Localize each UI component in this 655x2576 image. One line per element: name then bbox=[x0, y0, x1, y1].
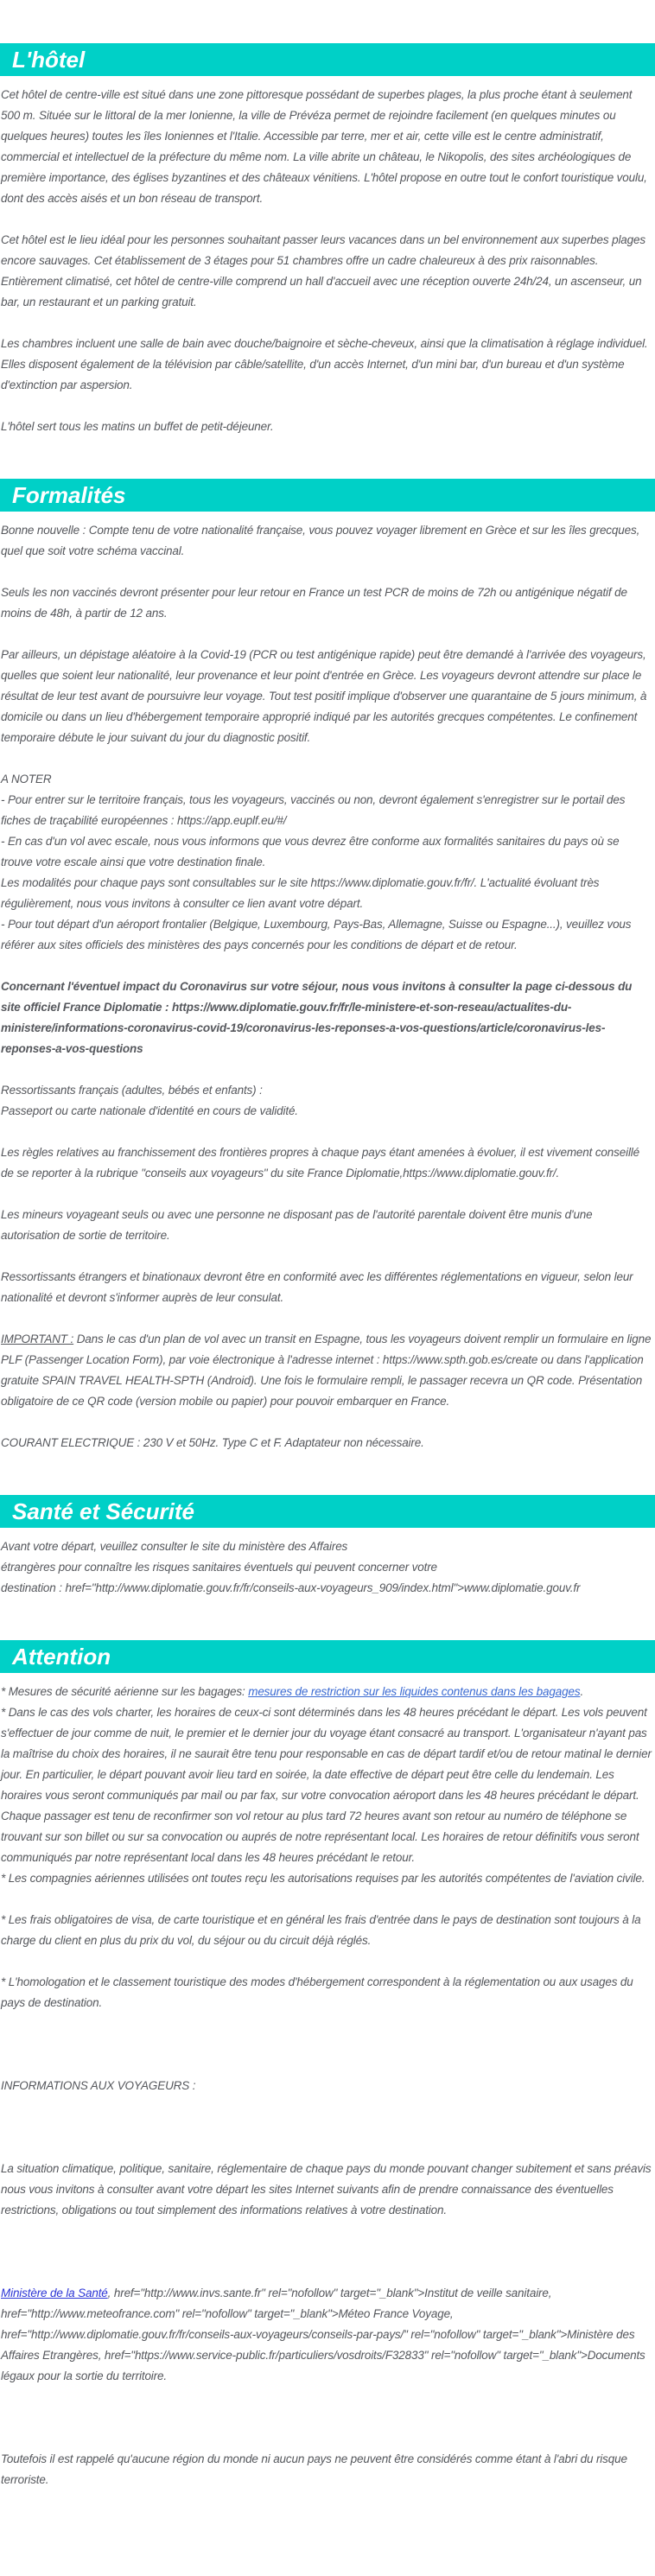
formalites-depistage bbox=[1, 645, 653, 748]
text-link[interactable]: mesures de restriction sur les liquides contenus dans les bagages bbox=[248, 1685, 581, 1698]
important-note bbox=[1, 1329, 653, 1412]
a-noter-item-portail bbox=[1, 790, 653, 831]
text-segment: Les règles relatives au franchissement des frontières propres à chaque pays étant amenées à évoluer, il est vivement conseillé de se reporter à la rubrique "conseils aux voyageurs" du site France Diplomatie,https://www.diplomatie.gouv.fr/. bbox=[1, 1146, 640, 1180]
text-segment: étrangères pour connaître les risques sanitaires éventuels qui peuvent concerner votre bbox=[1, 1561, 437, 1574]
text-segment: Cet hôtel est le lieu idéal pour les personnes souhaitant passer leurs vacances dans un bel environnement aux superbes plages encore sauvages. Cet établissement de 3 étages pour 51 chambres offre un cadre chaleureux à des prix raisonnables. Entièrement climatisé, cet hôtel de centre-ville comprend un hall d'accueil avec une réception ouverte 24h/24, un ascenseur, un bar, un restaurant et un parking gratuit. bbox=[1, 233, 645, 308]
informations-aux-voyageurs-heading bbox=[1, 2076, 653, 2096]
text-segment: Dans le cas d'un plan de vol avec un transit en Espagne, tous les voyageurs doivent remplir un formulaire en ligne PLF (Passenger Location Form), par voie électronique à l'adresse internet : https://www.spth.gob.es/create ou dans l'application gratuite SPAIN TRAVEL HEALTH-SPTH (Android). Une fois le formulaire rempli, le passager recevra un QR code. Présentation obligatoire de ce QR code (version mobile ou papier) pour pouvoir embarquer en France. bbox=[1, 1333, 652, 1408]
situation-paragraphe-2 bbox=[1, 2179, 653, 2221]
attention-bagages bbox=[1, 1682, 653, 1702]
text-segment: . bbox=[580, 1685, 584, 1698]
text-segment: COURANT ELECTRIQUE : 230 V et 50Hz. Type C et F. Adaptateur non nécessaire. bbox=[1, 1436, 424, 1449]
text-segment: Seuls les non vaccinés devront présenter pour leur retour en France un test PCR de moins de 72h ou antigénique négatif de moins de 48h, à partir de 12 ans. bbox=[1, 586, 627, 620]
text-segment: * Mesures de sécurité aérienne sur les bagages: bbox=[1, 1685, 249, 1698]
hotel-description-paragraph bbox=[1, 230, 653, 313]
text-segment: Passeport ou carte nationale d'identité en cours de validité. bbox=[1, 1104, 298, 1117]
situation-paragraphe-1 bbox=[1, 2159, 653, 2179]
text-segment: IMPORTANT : bbox=[1, 1333, 74, 1345]
ressortissants-etrangers-paragraph bbox=[1, 1267, 653, 1308]
text-segment: - Pour tout départ d'un aéroport frontalier (Belgique, Luxembourg, Pays-Bas, Allemagne, Suisse ou Espagne...), veuillez vous référer aux sites officiels des ministères des pays concernés pour les conditions de départ et de retour. bbox=[1, 918, 632, 951]
text-segment: Ressortissants étrangers et binationaux devront être en conformité avec les différentes réglementations en vigueur, selon leur nationalité et devront s'informer auprès de leur consulat. bbox=[1, 1270, 633, 1304]
text-segment: La situation climatique, politique, sanitaire, réglementaire de chaque pays du monde pouvant changer subitement et sans préavis bbox=[1, 2162, 652, 2175]
text-segment: Toutefois il est rappelé qu'aucune région du monde ni aucun pays ne peuvent être considérés comme étant à l'abri du risque terroriste. bbox=[1, 2452, 627, 2486]
text-segment: Les chambres incluent une salle de bain avec douche/baignoire et sèche-cheveux, ainsi que la climatisation à réglage individuel. Elles disposent également de la télévision par câble/satellite, d'un accès Internet, d'un mini bar, d'un bureau et d'un système d'extinction par aspersion. bbox=[1, 337, 648, 391]
sante-ligne-2 bbox=[1, 1557, 653, 1578]
text-segment: * Dans le cas des vols charter, les horaires de ceux-ci sont déterminés dans les 48 heures précédant le départ. Les vols peuvent s'effectuer de jour comme de nuit, le premier et le dernier jour du voyage étant consacré au transport. L'organisateur n'ayant pas la maîtrise du choix des horaires, il ne saurait être tenu pour responsable en cas de départ tardif et/ou de retour matinal le dernier jour. En particulier, le départ pouvant avoir lieu tard en soirée, la date effective de départ peut être celle du lendemain. Les horaires vous seront communiqués par mail ou par fax, sur votre convocation aéroport dans les 48 heures précédant le départ. Chaque passager est tenu de reconfirmer son vol retour au plus tard 72 heures avant son retour au numéro de téléphone se trouvant sur son billet ou sur sa convocation ou auprés de notre représentant local. Les horaires de retour définitifs vous seront communiqués par notre représentant local dans les 48 heures précédant le retour. bbox=[1, 1706, 652, 1864]
section-title-hotel: L'hôtel bbox=[0, 43, 655, 76]
text-segment: Avant votre départ, veuillez consulter le site du ministère des Affaires bbox=[1, 1540, 348, 1553]
text-segment: A NOTER bbox=[1, 773, 52, 786]
text-segment: * L'homologation et le classement touristique des modes d'hébergement correspondent à la réglementation ou aux usages du pays de destination. bbox=[1, 1975, 633, 2009]
section-body-formalites bbox=[0, 520, 655, 1453]
text-segment: Ressortissants français (adultes, bébés et enfants) : bbox=[1, 1084, 263, 1097]
text-segment: nous vous invitons à consulter avant votre départ les sites Internet suivants afin de prendre connaissance des éventuelles restrictions, obligations ou tout simplement des informations relatives à votre destination. bbox=[1, 2183, 614, 2217]
attention-vols-charter bbox=[1, 1702, 653, 1868]
section-body-hotel bbox=[0, 85, 655, 437]
text-segment: , href="http://www.invs.sante.fr" rel="nofollow" target="_blank">Institut de veille sanitaire, href="http://www.meteofrance.com" rel="nofollow" target="_blank">Méteo France Voyage, href="http://www.diplomatie.gouv.fr/fr/conseils-aux-voyageurs/conseils-par-pays/" rel="nofollow" target="_blank">Ministère des Affaires Etrangères, href="https://www.service-public.fr/particuliers/vosdroits/F32833" rel="nofollow" target="_blank">Documents légaux pour la sortie du territoire. bbox=[1, 2287, 645, 2382]
section-body-sante-securite bbox=[0, 1536, 655, 1599]
text-segment: destination : href="http://www.diplomatie.gouv.fr/fr/conseils-aux-voyageurs_909/index.html">www.diplomatie.gouv.fr bbox=[1, 1581, 581, 1594]
a-noter-item-modalites bbox=[1, 873, 653, 914]
text-segment: INFORMATIONS AUX VOYAGEURS : bbox=[1, 2079, 196, 2092]
coronavirus-notice bbox=[1, 976, 653, 1059]
section-formalites bbox=[0, 479, 655, 1453]
ressortissants-francais-heading bbox=[1, 1080, 653, 1101]
text-segment: - Pour entrer sur le territoire français, tous les voyageurs, vaccinés ou non, devront également s'enregistrer sur le portail des fiches de traçabilité européennes : https://app.euplf.eu/#/ bbox=[1, 793, 626, 827]
section-attention bbox=[0, 1640, 655, 2490]
liens-utiles bbox=[1, 2283, 653, 2387]
text-segment: * Les compagnies aériennes utilisées ont toutes reçu les autorisations requises par les autorités compétentes de l'aviation civile. bbox=[1, 1872, 645, 1885]
sante-ligne-1 bbox=[1, 1536, 653, 1557]
regles-frontieres bbox=[1, 1142, 653, 1184]
text-segment: Concernant l'éventuel impact du Coronavirus sur votre séjour, nous vous invitons à consulter la page ci-dessous du site officiel France Diplomatie : https://www.diplomatie.gouv.fr/fr/le-ministere-et-son-reseau/actualites-du-ministere/informations-coronavirus-covid-19/coronavirus-les-reponses-a-vos-questions/article/coronavirus-les-reponses-a-vos-questions bbox=[1, 980, 633, 1055]
text-segment: * Les frais obligatoires de visa, de carte touristique et en général les frais d'entrée dans le pays de destination sont toujours à la charge du client en plus du prix du vol, du séjour ou du circuit déjà réglés. bbox=[1, 1913, 641, 1947]
text-segment: Bonne nouvelle : Compte tenu de votre nationalité française, vous pouvez voyager librement en Grèce et sur les îles grecques, quel que soit votre schéma vaccinal. bbox=[1, 524, 640, 557]
a-noter-item-aeroport-frontalier bbox=[1, 914, 653, 956]
text-link[interactable]: Ministère de la Santé bbox=[1, 2287, 108, 2299]
section-title-sante-securite: Santé et Sécurité bbox=[0, 1495, 655, 1528]
text-segment: Par ailleurs, un dépistage aléatoire à la Covid-19 (PCR ou test antigénique rapide) peut être demandé à l'arrivée des voyageurs, quelles que soient leur nationalité, leur provenance et leur point d'entrée en Grèce. Les voyageurs devront attendre sur place le résultat de leur test avant de poursuivre leur voyage. Tout test positif implique d'observer une quarantaine de 5 jours minimum, à domicile ou dans un lieu d'hébergement temporaire approprié indiqué par les autorités grecques compétentes. Le confinement temporaire débute le jour suivant du jour du diagnostic positif. bbox=[1, 648, 647, 744]
sante-ligne-3 bbox=[1, 1578, 653, 1599]
text-segment: Les modalités pour chaque pays sont consultables sur le site https://www.diplomatie.gouv.fr/fr/. L'actualité évoluant très régulièrement, nous vous invitons à consulter ce lien avant votre départ. bbox=[1, 876, 600, 910]
section-hotel bbox=[0, 43, 655, 437]
attention-homologation bbox=[1, 1972, 653, 2013]
ressortissants-francais-passeport bbox=[1, 1101, 653, 1122]
mineurs-paragraph bbox=[1, 1205, 653, 1246]
text-segment: Les mineurs voyageant seuls ou avec une personne ne disposant pas de l'autorité parentale doivent être munis d'une autorisation de sortie de territoire. bbox=[1, 1208, 593, 1242]
formalites-bonne-nouvelle bbox=[1, 520, 653, 562]
attention-frais-visa bbox=[1, 1910, 653, 1951]
a-noter-heading bbox=[1, 769, 653, 790]
text-segment: - En cas d'un vol avec escale, nous vous informons que vous devrez être conforme aux formalités sanitaires du pays où se trouve votre escale ainsi que votre destination finale. bbox=[1, 835, 620, 868]
a-noter-item-escale bbox=[1, 831, 653, 873]
courant-electrique bbox=[1, 1433, 653, 1453]
section-body-attention bbox=[0, 1682, 655, 2490]
travel-info-document bbox=[0, 43, 655, 2490]
text-segment: Cet hôtel de centre-ville est situé dans une zone pittoresque possédant de superbes plages, la plus proche étant à seulement 500 m. Située sur le littoral de la mer Ionienne, la ville de Prévéza permet de rejoindre facilement (en quelques minutes ou quelques heures) toutes les îles Ioniennes et l'Italie. Accessible par terre, mer et air, cette ville est le centre administratif, commercial et intellectuel de la préfecture du même nom. La ville abrite un château, le Nikopolis, des sites archéologiques de première importance, des églises byzantines et des châteaux vénitiens. L'hôtel propose en outre tout le confort touristique voulu, dont des accès aisés et un bon réseau de transport. bbox=[1, 88, 647, 205]
risque-terroriste bbox=[1, 2449, 653, 2490]
hotel-intro-paragraph bbox=[1, 85, 653, 209]
section-title-formalites: Formalités bbox=[0, 479, 655, 512]
formalites-test-retour bbox=[1, 582, 653, 624]
section-sante-securite bbox=[0, 1495, 655, 1599]
attention-compagnies bbox=[1, 1868, 653, 1889]
hotel-rooms-paragraph bbox=[1, 334, 653, 396]
section-title-attention: Attention bbox=[0, 1640, 655, 1673]
hotel-breakfast-paragraph bbox=[1, 417, 653, 437]
text-segment: L'hôtel sert tous les matins un buffet de petit-déjeuner. bbox=[1, 420, 274, 433]
